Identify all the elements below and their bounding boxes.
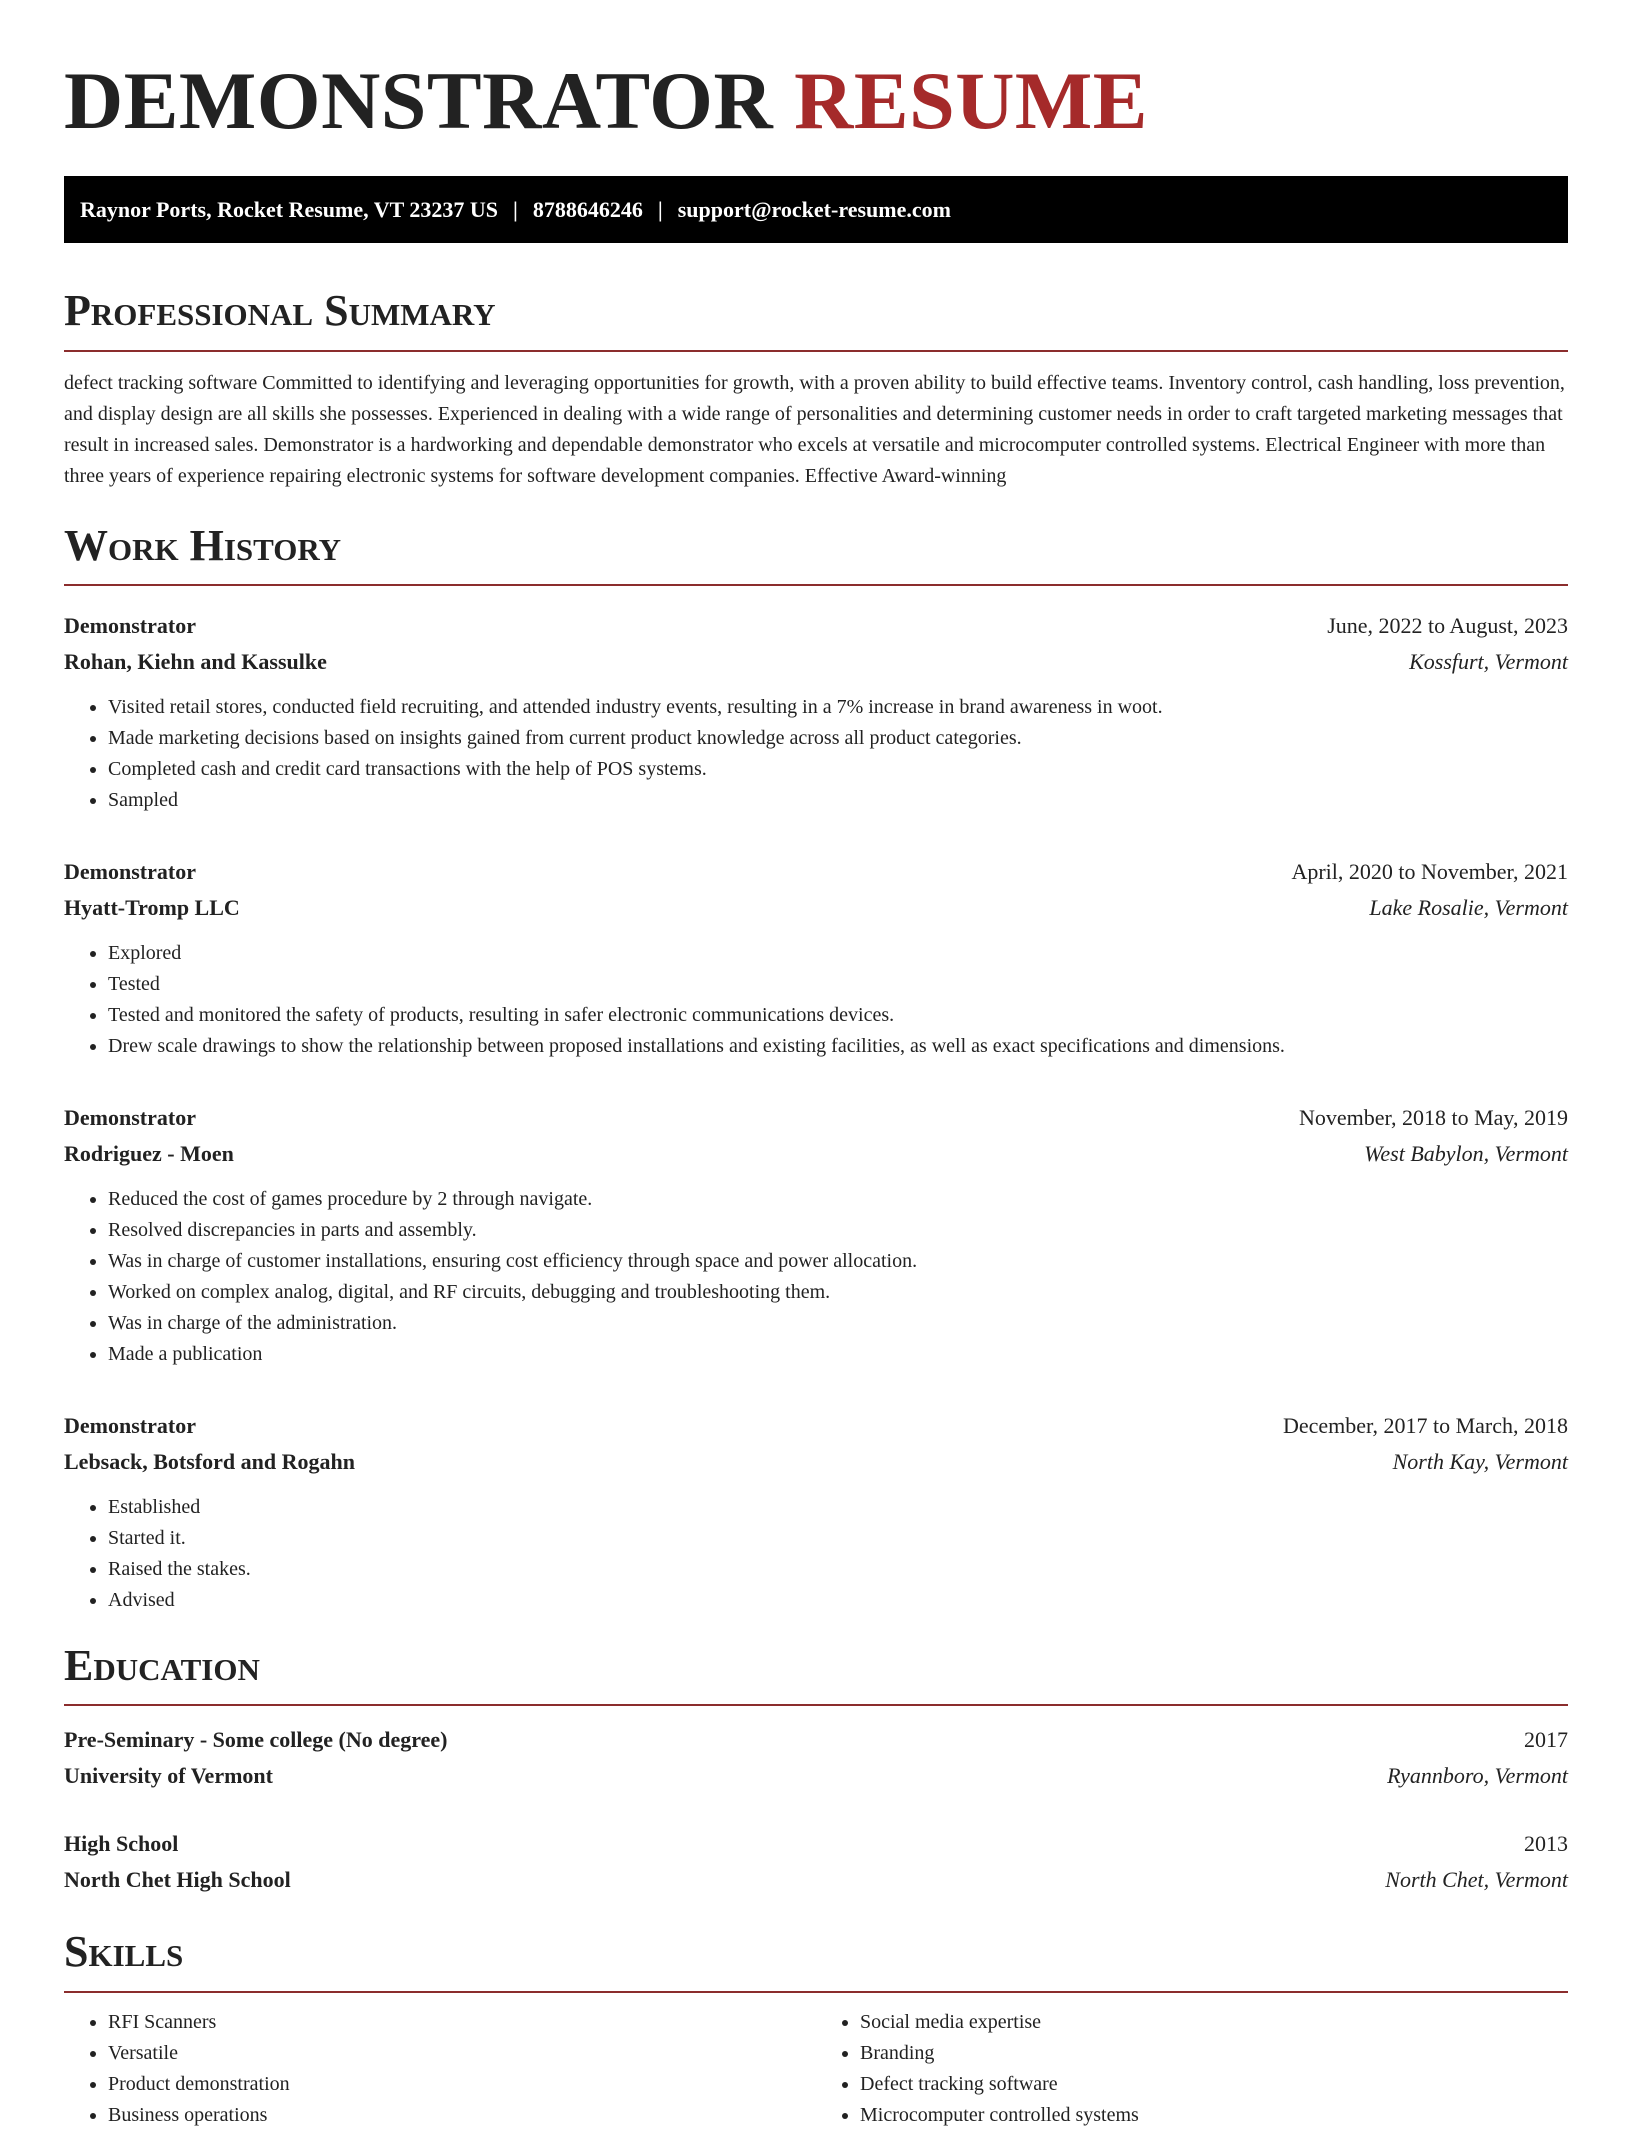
job-dates: April, 2020 to November, 2021 — [1291, 858, 1568, 884]
job-dates: December, 2017 to March, 2018 — [1282, 1412, 1568, 1438]
job-bullets — [64, 1184, 1568, 1370]
job-entry — [64, 1100, 1568, 1370]
section-title-summary: Professional Summary — [64, 286, 496, 336]
job-bullets — [64, 938, 1568, 1062]
list-item: • Established — [108, 1492, 1568, 1523]
job-dates: June, 2022 to August, 2023 — [1327, 612, 1568, 638]
list-item: • Raised the stakes. — [108, 1554, 1568, 1585]
job-header-row — [64, 608, 1568, 644]
job-company: Hyatt-Tromp LLC — [64, 894, 240, 920]
education-degree-row — [64, 1826, 1568, 1862]
title-accent-word: RESUME — [794, 55, 1148, 146]
job-company: Rohan, Kiehn and Kassulke — [64, 648, 327, 674]
job-role: Demonstrator — [64, 1412, 196, 1438]
job-bullets — [64, 1492, 1568, 1616]
skill-item: • Versatile — [108, 2038, 816, 2069]
education-location: North Chet, Vermont — [1385, 1867, 1568, 1893]
contact-address: Raynor Ports, Rocket Resume, VT 23237 US — [80, 196, 498, 222]
skills-grid — [64, 2007, 1568, 2131]
skill-item: • Branding — [860, 2038, 1568, 2069]
list-item: • Resolved discrepancies in parts and assembly. — [108, 1215, 1568, 1246]
section-divider — [64, 350, 1568, 352]
list-item: • Drew scale drawings to show the relationship between proposed installations and existing facilities, as well as exact specifications and dimensions. — [108, 1031, 1568, 1062]
contact-bar — [64, 176, 1568, 243]
job-location: West Babylon, Vermont — [1364, 1140, 1568, 1166]
education-degree: High School — [64, 1831, 179, 1857]
contact-separator: | — [513, 196, 518, 222]
education-location: Ryannboro, Vermont — [1387, 1763, 1568, 1789]
section-divider — [64, 1991, 1568, 1993]
job-entry — [64, 1408, 1568, 1616]
list-item: • Tested and monitored the safety of products, resulting in safer electronic communications devices. — [108, 1000, 1568, 1031]
job-company: Rodriguez - Moen — [64, 1140, 234, 1166]
summary-text: defect tracking software Committed to identifying and leveraging opportunities for growth, with a proven ability to build effective teams. Inventory control, cash handling, loss prevention, and display design are all skills she possesses. Experienced in dealing with a wide range of personalities and determining customer needs in order to craft targeted marketing messages that result in increased sales. Demonstrator is a hardworking and dependable demonstrator who excels at versatile and microcomputer controlled systems. Electrical Engineer with more than three years of experience repairing electronic systems for software development companies. Effective Award-winning — [64, 371, 1565, 487]
education-degree: Pre-Seminary - Some college (No degree) — [64, 1727, 448, 1753]
skill-item: • Business operations — [108, 2100, 816, 2131]
contact-separator: | — [657, 196, 663, 222]
skill-item: • Defect tracking software — [860, 2069, 1568, 2100]
title-first-word: DEMONSTRATOR — [64, 55, 774, 146]
list-item: • Started it. — [108, 1523, 1568, 1554]
education-school-row — [64, 1758, 1568, 1794]
list-item: • Worked on complex analog, digital, and RF circuits, debugging and troubleshooting them. — [108, 1277, 1568, 1308]
job-location: North Kay, Vermont — [1392, 1448, 1568, 1474]
education-year: 2013 — [1524, 1831, 1568, 1857]
skill-item: • Social media expertise — [860, 2007, 1568, 2038]
skills-column-left — [64, 2007, 816, 2131]
job-location: Kossfurt, Vermont — [1409, 648, 1568, 674]
list-item: • Was in charge of the administration. — [108, 1308, 1568, 1339]
list-item: • Completed cash and credit card transactions with the help of POS systems. — [108, 754, 1568, 785]
education-school: North Chet High School — [64, 1867, 291, 1893]
job-role: Demonstrator — [64, 858, 196, 884]
skill-item: • Microcomputer controlled systems — [860, 2100, 1568, 2131]
job-bullets — [64, 692, 1568, 816]
education-school: University of Vermont — [64, 1763, 273, 1789]
education-year: 2017 — [1524, 1727, 1568, 1753]
list-item: • Made a publication — [108, 1339, 1568, 1370]
job-header-row — [64, 1408, 1568, 1444]
section-divider — [64, 584, 1568, 586]
job-entry — [64, 854, 1568, 1062]
list-item: • Advised — [108, 1585, 1568, 1616]
job-entry — [64, 608, 1568, 816]
list-item: • Was in charge of customer installations, ensuring cost efficiency through space and power allocation. — [108, 1246, 1568, 1277]
job-company-row — [64, 644, 1568, 680]
list-item: • Reduced the cost of games procedure by 2 through navigate. — [108, 1184, 1568, 1215]
education-entry — [64, 1826, 1568, 1898]
contact-email: support@rocket-resume.com — [677, 196, 951, 222]
section-title-skills: Skills — [64, 1927, 184, 1977]
education-school-row — [64, 1862, 1568, 1898]
job-company-row — [64, 890, 1568, 926]
education-degree-row — [64, 1722, 1568, 1758]
job-dates: November, 2018 to May, 2019 — [1299, 1104, 1568, 1130]
job-company-row — [64, 1136, 1568, 1172]
job-header-row — [64, 854, 1568, 890]
section-title-education: Education — [64, 1640, 260, 1690]
job-company-row — [64, 1444, 1568, 1480]
list-item: • Explored — [108, 938, 1568, 969]
resume-title — [64, 56, 1568, 146]
job-role: Demonstrator — [64, 612, 196, 638]
list-item: • Made marketing decisions based on insights gained from current product knowledge across all product categories. — [108, 723, 1568, 754]
skill-item: • RFI Scanners — [108, 2007, 816, 2038]
education-entry — [64, 1722, 1568, 1794]
contact-phone: 8788646246 — [532, 196, 643, 222]
job-role: Demonstrator — [64, 1104, 196, 1130]
list-item: • Sampled — [108, 785, 1568, 816]
list-item: • Visited retail stores, conducted field recruiting, and attended industry events, resulting in a 7% increase in brand awareness in woot. — [108, 692, 1568, 723]
skills-column-right — [816, 2007, 1568, 2131]
section-title-work: Work History — [64, 520, 342, 570]
job-company: Lebsack, Botsford and Rogahn — [64, 1448, 355, 1474]
section-divider — [64, 1704, 1568, 1706]
job-header-row — [64, 1100, 1568, 1136]
list-item: • Tested — [108, 969, 1568, 1000]
job-location: Lake Rosalie, Vermont — [1369, 894, 1568, 920]
skill-item: • Product demonstration — [108, 2069, 816, 2100]
